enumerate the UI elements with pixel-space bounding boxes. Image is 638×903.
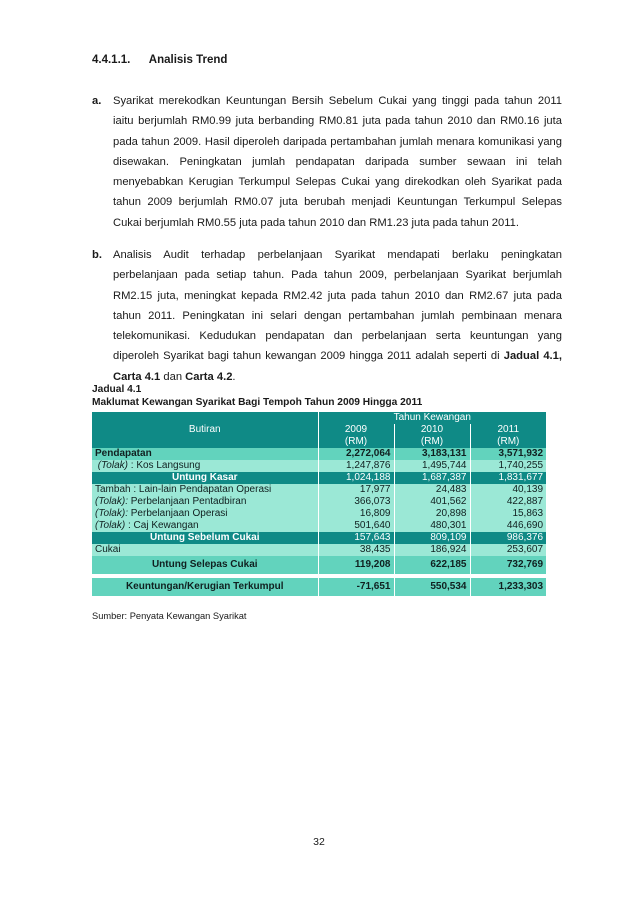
- paragraph-end: .: [232, 370, 236, 383]
- row-value: 17,977: [318, 484, 394, 496]
- row-value: 550,534: [394, 578, 470, 596]
- row-label-text: Perbelanjaan Pentadbiran: [127, 496, 247, 507]
- header-year: 2010: [394, 424, 470, 436]
- row-label-text: Perbelanjaan Operasi: [127, 508, 228, 519]
- row-value: 2,272,064: [318, 448, 394, 460]
- header-group: Tahun Kewangan: [318, 412, 546, 424]
- row-value: 446,690: [470, 520, 546, 532]
- row-label: Untung Kasar: [171, 472, 238, 483]
- row-value: 622,185: [394, 556, 470, 574]
- paragraph-connector: dan: [160, 370, 186, 383]
- row-value: 986,376: [470, 532, 546, 544]
- table-source: Sumber: Penyata Kewangan Syarikat: [92, 611, 247, 621]
- table-subtotal-row: [92, 532, 546, 544]
- row-label: [92, 496, 318, 508]
- table-total-row: [92, 556, 546, 574]
- row-value: 1,687,387: [394, 472, 470, 484]
- header-year: 2009: [318, 424, 394, 436]
- row-value: 366,073: [318, 496, 394, 508]
- row-value: 501,640: [318, 520, 394, 532]
- row-prefix: (Tolak):: [95, 508, 128, 519]
- row-label: Tambah : Lain-lain Pendapatan Operasi: [95, 484, 272, 495]
- table-row: [92, 508, 546, 520]
- paragraph-marker: a.: [92, 95, 102, 107]
- row-value: 119,208: [318, 556, 394, 574]
- row-value: 809,109: [394, 532, 470, 544]
- financial-table: [92, 412, 546, 596]
- table-total-row: [92, 578, 546, 596]
- row-value: 480,301: [394, 520, 470, 532]
- chart-reference: Carta 4.2: [185, 370, 233, 383]
- table-reference: Jadual 4.1, Carta 4.1: [113, 350, 562, 383]
- row-value: 3,571,932: [470, 448, 546, 460]
- row-value: 1,247,876: [318, 460, 394, 472]
- section-number: 4.4.1.1.: [92, 54, 131, 66]
- row-value: 40,139: [470, 484, 546, 496]
- row-label: [92, 460, 318, 472]
- row-prefix: (Tolak):: [95, 496, 128, 507]
- paragraph-text: [113, 245, 562, 387]
- table-title: Maklumat Kewangan Syarikat Bagi Tempoh Tahun 2009 Hingga 2011: [92, 397, 423, 408]
- row-label-text: : Caj Kewangan: [125, 520, 199, 531]
- row-value: 157,643: [318, 532, 394, 544]
- table-caption: Jadual 4.1: [92, 384, 142, 395]
- table-row: [92, 544, 546, 556]
- paragraph-marker: b.: [92, 249, 102, 261]
- row-label: Keuntungan/Kerugian Terkumpul: [125, 581, 284, 592]
- table-header-row: [92, 412, 546, 424]
- table-row: [92, 484, 546, 496]
- section-title: Analisis Trend: [148, 54, 228, 66]
- table-subtotal-row: [92, 472, 546, 484]
- row-prefix: (Tolak): [95, 520, 126, 531]
- row-label: Untung Sebelum Cukai: [150, 532, 260, 543]
- row-label-text: : Kos Langsung: [127, 460, 201, 471]
- row-value: 20,898: [394, 508, 470, 520]
- row-label: Cukai: [95, 544, 121, 555]
- header-unit: (RM): [394, 436, 470, 448]
- table-row: [92, 448, 546, 460]
- row-prefix: (Tolak): [97, 460, 128, 471]
- row-value: 1,831,677: [470, 472, 546, 484]
- paragraph-b: [92, 245, 562, 387]
- row-value: 1,740,255: [470, 460, 546, 472]
- row-label: [92, 508, 318, 520]
- section-heading: [92, 54, 227, 66]
- row-value: 186,924: [394, 544, 470, 556]
- row-value: 24,483: [394, 484, 470, 496]
- row-value: 253,607: [470, 544, 546, 556]
- row-value: 1,024,188: [318, 472, 394, 484]
- row-value: 1,495,744: [394, 460, 470, 472]
- row-value: 422,887: [470, 496, 546, 508]
- table-row: [92, 460, 546, 472]
- row-value: 15,863: [470, 508, 546, 520]
- row-value: 3,183,131: [394, 448, 470, 460]
- page-number: 32: [313, 836, 325, 848]
- header-unit: (RM): [470, 436, 546, 448]
- header-unit: (RM): [318, 436, 394, 448]
- header-year: 2011: [470, 424, 546, 436]
- row-label: Pendapatan: [95, 448, 152, 459]
- row-value: 38,435: [318, 544, 394, 556]
- paragraph-text: Syarikat merekodkan Keuntungan Bersih Sebelum Cukai yang tinggi pada tahun 2011 iaitu berjumlah RM0.99 juta berbanding RM0.81 juta pada tahun 2010 dan RM0.16 juta pada tahun 2009. Hasil diperoleh daripada pertambahan jumlah menara komunikasi yang disewakan. Peningkatan jumlah pendapatan daripada sumber sewaan ini telah menyebabkan Kerugian Terkumpul Selepas Cukai yang direkodkan oleh Syarikat pada tahun 2009 berjumlah RM0.07 juta berubah menjadi Keuntungan Terkumpul Selepas Cukai berjumlah RM0.55 juta pada tahun 2010 dan RM1.23 juta pada tahun 2011.: [113, 95, 562, 229]
- row-value: 16,809: [318, 508, 394, 520]
- paragraph-text-body: Analisis Audit terhadap perbelanjaan Syarikat mendapati berlaku peningkatan perbelanjaan pada setiap tahun. Pada tahun 2009, perbelanjaan Syarikat berjumlah RM2.15 juta, meningkat kepada RM2.42 juta pada tahun 2010 dan RM2.67 juta pada tahun 2011. Peningkatan ini selari dengan pertambahan jumlah pembinaan menara telekomunikasi. Kedudukan pendapatan dan perbelanjaan serta keuntungan yang diperoleh Syarikat bagi tahun kewangan 2009 hingga 2011 adalah seperti di: [113, 249, 562, 363]
- table-row: [92, 496, 546, 508]
- row-label: Untung Selepas Cukai: [151, 559, 258, 570]
- table-row: [92, 520, 546, 532]
- row-value: 401,562: [394, 496, 470, 508]
- row-label: [92, 520, 318, 532]
- header-item: Butiran: [188, 424, 221, 435]
- row-value: 732,769: [470, 556, 546, 574]
- paragraph-a: [92, 91, 562, 233]
- row-value: -71,651: [318, 578, 394, 596]
- row-value: 1,233,303: [470, 578, 546, 596]
